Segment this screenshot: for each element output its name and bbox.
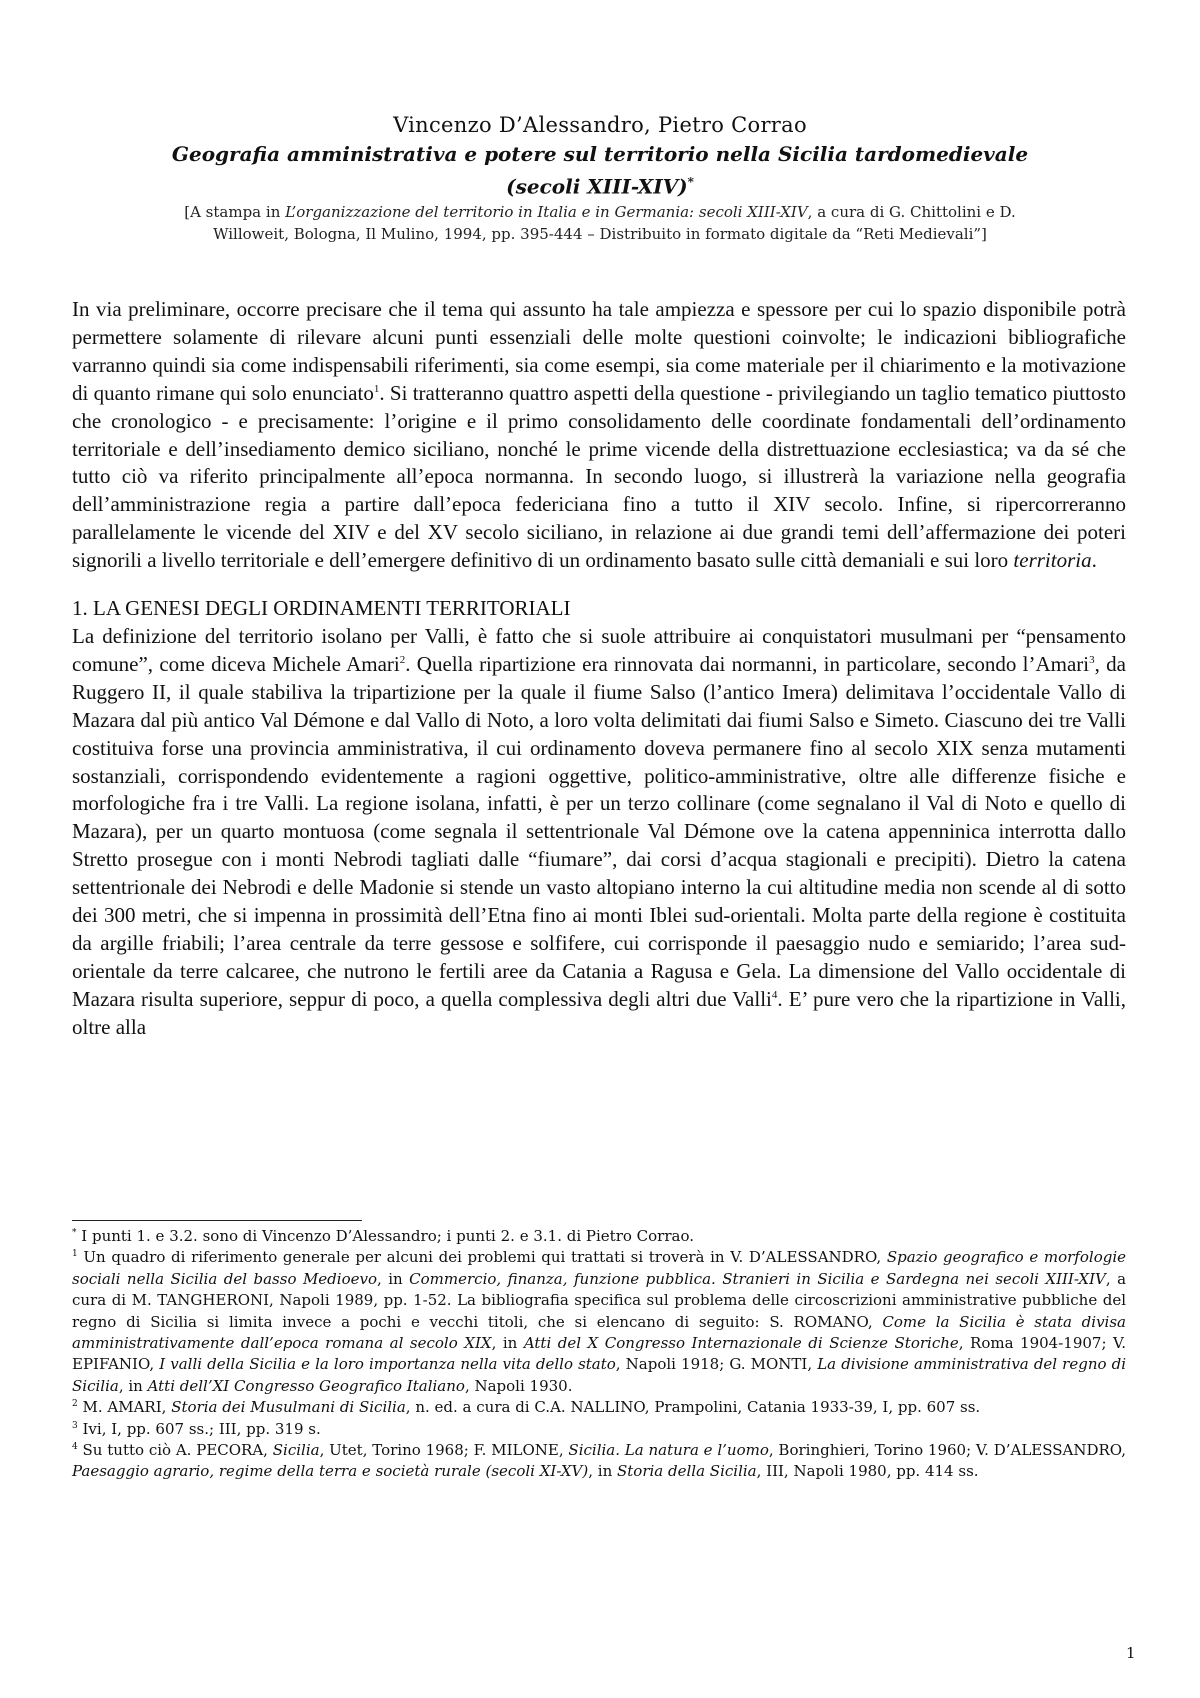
cited-title: Storia della Sicilia	[617, 1462, 757, 1481]
document-header	[60, 110, 1140, 245]
paragraph-text: La definizione del territorio isolano per Valli, è fatto che si suole attribuire ai conquistatori musulmani per “pensamento comune”, come diceva Michele Amari	[72, 623, 1126, 676]
footnote-ref-2[interactable]: 2	[399, 653, 406, 666]
footnote-text: , Utet, Torino 1968; F. MILONE,	[319, 1441, 569, 1460]
title-line-2: (secoli XIII-XIV)	[506, 174, 688, 199]
footnote-text: , Napoli 1918; G. MONTI,	[615, 1355, 818, 1374]
footnote-text: , III, Napoli 1980, pp. 414 ss.	[756, 1462, 979, 1481]
footnote-ref-4[interactable]: 4	[771, 988, 778, 1001]
page-number: 1	[1126, 1644, 1136, 1662]
footnote-mark: *	[72, 1228, 77, 1238]
footnote-text: Ivi, I, pp. 607 ss.; III, pp. 319 s.	[77, 1419, 321, 1438]
authors: Vincenzo D’Alessandro, Pietro Corrao	[393, 113, 807, 137]
cited-title: Storia dei Musulmani di Sicilia	[171, 1398, 406, 1417]
footnote-text: , a cura di M. TANGHERONI, Napoli 1989, pp. 1-52. La bibliografia specifica sul problema delle circoscrizioni amministrative pubbliche del regno di Sicilia si limita invece a pochi e vecchi titoli, che si elencano di seguito: S. ROMANO,	[72, 1269, 1127, 1331]
cited-title: Come la Sicilia è stata divisa amministrativamente dall’epoca romana al secolo XIX	[72, 1312, 1126, 1353]
intro-paragraph	[72, 296, 1126, 575]
footnote-2	[72, 1397, 1126, 1418]
title-line-1: Geografia amministrativa e potere sul territorio nella Sicilia tardomedievale	[171, 142, 1029, 166]
footnote-text: , Roma 1904-1907; V. EPIFANIO,	[72, 1334, 1127, 1374]
source-text: [A stampa in	[184, 202, 286, 221]
footnote-mark: 3	[72, 1420, 78, 1431]
footnote-text: Un quadro di riferimento generale per alcuni dei problemi qui trattati si troverà in V. D’ALESSANDRO,	[77, 1248, 887, 1267]
footnote-text: , Boringhieri, Torino 1960; V. D’ALESSANDRO,	[768, 1441, 1126, 1460]
paragraph-text: . E’ pure vero che la ripartizione in Valli, oltre alla	[72, 986, 1126, 1039]
footnotes	[72, 1226, 1126, 1483]
footnote-star	[72, 1226, 1126, 1247]
footnote-mark: 2	[72, 1399, 78, 1410]
main-text	[72, 296, 1126, 1042]
footnote-text: M. AMARI,	[77, 1398, 172, 1417]
section-heading: 1. LA GENESI DEGLI ORDINAMENTI TERRITORIALI	[72, 596, 571, 621]
publication-source	[60, 201, 1140, 245]
footnote-text: , in	[118, 1376, 148, 1395]
italic-term: territoria	[1013, 548, 1092, 573]
footnote-ref-1[interactable]: 1	[373, 382, 380, 395]
footnote-3	[72, 1419, 1126, 1440]
paragraph-text: In via preliminare, occorre precisare che il tema qui assunto ha tale ampiezza e spessore per cui lo spazio disponibile potrà permettere solamente di rilevare alcuni punti essenziali delle molte questioni coinvolte; le indicazioni bibliografiche varranno quindi sia come indispensabili riferimenti, sia come esempi, sia come materiale per il chiarimento e la motivazione di quanto rimane qui solo enunciato	[72, 297, 1126, 405]
footnote-ref-3[interactable]: 3	[1089, 653, 1095, 666]
footnote-text: Su tutto ciò A. PECORA,	[77, 1441, 273, 1460]
footnote-1	[72, 1247, 1126, 1397]
cited-title: Atti del X Congresso Internazionale di Scienze Storiche	[523, 1334, 959, 1353]
paragraph-text: .	[1091, 548, 1097, 573]
footnote-4	[72, 1440, 1126, 1483]
cited-title: Atti dell’XI Congresso Geografico Italiano	[147, 1376, 465, 1395]
paragraph-text: . Quella ripartizione era rinnovata dai normanni, in particolare, secondo l’Amari	[405, 651, 1090, 676]
footnote-separator	[72, 1220, 362, 1221]
footnote-text: , in	[588, 1462, 617, 1481]
cited-title: Commercio, finanza, funzione pubblica. Stranieri in Sicilia e Sardegna nei secoli XIII-XIV	[409, 1269, 1106, 1288]
footnote-text: , Napoli 1930.	[464, 1376, 573, 1395]
footnote-text: , n. ed. a cura di C.A. NALLINO, Prampolini, Catania 1933-39, I, pp. 607 ss.	[405, 1398, 981, 1417]
cited-title: I valli della Sicilia e la loro importanza nella vita dello stato	[159, 1355, 616, 1374]
paragraph-text: , da Ruggero II, il quale stabiliva la tripartizione per la quale il fiume Salso (l’antico Imera) delimitava l’occidentale Vallo di Mazara dal più antico Val Démone e dal Vallo di Noto, a loro volta delimitati dai fiumi Salso e Simeto. Ciascuno dei tre Valli costituiva forse una provincia amministrativa, il cui ordinamento doveva permanere fino al secolo XIX senza mutamenti sostanziali, corrispondendo evidentemente a ragioni oggettive, politico-amministrative, oltre alle differenze fisiche e morfologiche fra i tre Valli. La regione isolana, infatti, è per un terzo collinare (come segnalano il Val di Noto e quello di Mazara), per un quarto montuosa (come segnala il settentrionale Val Démone ove la catena appenninica interrotta dallo Stretto prosegue con i monti Nebrodi tagliati dalle “fiumare”, dai corsi d’acqua stagionali e precipiti). Dietro la catena settentrionale dei Nebrodi e delle Madonie si stende un vasto altopiano interno la cui altitudine media non scende al di sotto dei 300 metri, che si impenna in prossimità dell’Etna fino ai monti Iblei sud-orientali. Molta parte della regione è costituita da argille friabili; l’area centrale da terre gessose e solfifere, cui corrisponde il paesaggio nudo e semiarido; l’area sud-orientale da terre calcaree, che nutrono le fertili aree da Catania a Ragusa e Gela. La dimensione del Vallo occidentale di Mazara risulta superiore, seppur di poco, a quella complessiva degli altri due Valli	[72, 651, 1126, 1011]
section-paragraph	[72, 623, 1126, 1042]
paragraph-text: . Si tratteranno quattro aspetti della questione - privilegiando un taglio tematico piuttosto che cronologico - e precisamente: l’origine e il primo consolidamento delle coordinate fondamentali dell’ordinamento territoriale e dell’insediamento demico siciliano, nonché le prime vicende della distrettuazione ecclesiastica; va da sé che tutto ciò va riferito principalmente all’epoca normanna. In secondo luogo, si illustrerà la variazione nella geografia dell’amministrazione regia a partire dall’epoca federiciana fino a tutto il XIV secolo. Infine, si ripercorreranno parallelamente le vicende del XIV e del XV secolo siciliano, in relazione ai due grandi temi dell’affermazione dei poteri signorili a livello territoriale e dell’emergere definitivo di un ordinamento basato sulle città demaniali e sui loro	[72, 380, 1126, 573]
footnote-text: , in	[491, 1334, 524, 1353]
source-book-title: L’organizzazione del territorio in Italia e in Germania: secoli XIII-XIV	[285, 202, 808, 221]
section-1	[72, 595, 1126, 1042]
cited-title: Sicilia. La natura e l’uomo	[568, 1441, 769, 1460]
cited-title: Paesaggio agrario, regime della terra e società rurale (secoli XI-XV)	[72, 1462, 589, 1481]
source-text: , a cura di G. Chittolini e D.	[807, 202, 1016, 221]
footnote-mark: 1	[72, 1249, 78, 1260]
source-text: Willoweit, Bologna, Il Mulino, 1994, pp. 395-444 – Distribuito in formato digitale da “Reti Medievali”]	[213, 224, 987, 243]
title-footnote-mark[interactable]: *	[687, 175, 694, 189]
footnote-text: I punti 1. e 3.2. sono di Vincenzo D’Alessandro; i punti 2. e 3.1. di Pietro Corrao.	[76, 1227, 694, 1245]
cited-title: Sicilia	[272, 1441, 320, 1460]
footnote-text: , in	[377, 1269, 410, 1288]
cited-title: Spazio geografico e morfologie sociali nella Sicilia del basso Medioevo	[72, 1248, 1126, 1288]
paper-title	[60, 140, 1140, 201]
footnote-mark: 4	[72, 1442, 78, 1453]
cited-title: La divisione amministrativa del regno di Sicilia	[72, 1355, 1126, 1395]
